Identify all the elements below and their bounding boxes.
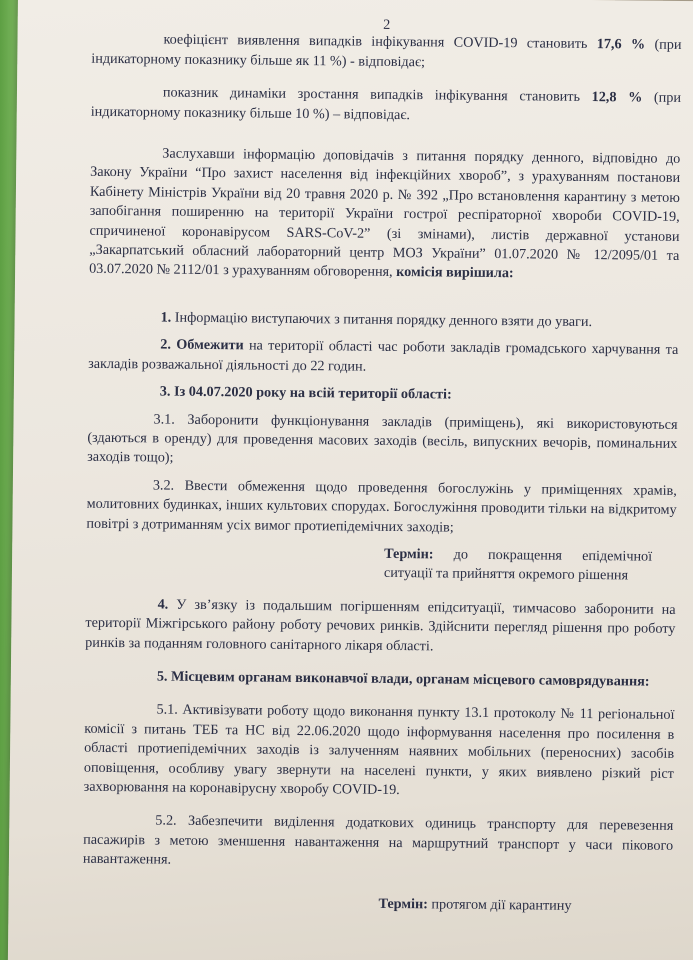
- growth-rate-value: 12,8 %: [591, 89, 643, 106]
- item-5: 5. Місцевим органам виконавчої влади, органам місцевого самоврядування:: [156, 668, 650, 690]
- item-3-1: 3.1. Заборонити функціонування закладів (приміщень), які використовуються (здаються в оренду) для проведення масових заходів (весіль, випускних вечорів, поминальних заходів тощо);: [87, 410, 678, 466]
- item-3-2: 3.2. Ввести обмеження щодо проведення богослужінь у приміщеннях храмів, молитовних будинках, інших культових спорудах. Богослужіння проводити тільки на відкритому повітрі з дотриманням усіх вимог протиепідемічних заходів;: [86, 477, 677, 536]
- item-3: 3. Із 04.07.2020 року на всій території області:: [159, 383, 452, 403]
- term-block-1: Термін: до покращення епідемічної ситуації та прийняття окремого рішення: [383, 545, 653, 584]
- item-2: 2. Обмежити на території області час роботи закладів громадського харчування та закладів розважальної діяльності до 22 годин.: [88, 336, 679, 375]
- item-5-1: 5.1. Активізувати роботу щодо виконання пункту 13.1 протоколу № 11 регіональної комісії з питань ТЕБ та НС від 22.06.2020 щодо інформування населення про посилення в області протиепідемічних заходів із залученням наявних мобільних (переносних) засобів оповіщення, особливу увагу звернути на населені пункти, у яких виявлено різкий ріст захворювання на коронавірусну хворобу COVID-19.: [83, 701, 675, 799]
- paragraph-preamble: Заслухавши інформацію доповідачів з питання порядку денного, відповідно до Закону України “Про захист населення від інфекційних хвороб”, з урахуванням постанови Кабінету Міністрів України від 20 травня 2020 р. № 392 „Про встановлення карантину з метою запобігання поширенню на території України гострої респіраторної хвороби COVID-19, спричиненої коронавірусом SARS-CoV-2” (зі змінами), листів державної установи „Закарпатський обласний лабораторний центр МОЗ України” 01.07.2020 № 12/2095/01 та 03.07.2020 № 2112/01 з урахуванням обговорення, комісія вирішила:: [89, 145, 681, 282]
- term-block-2: Термін: протягом дії карантину: [378, 895, 572, 914]
- page-number: 2: [383, 16, 391, 33]
- paragraph-detection-rate: коефіцієнт виявлення випадків інфікування COVID-19 становить 17,6 % (при індикаторному показнику більше як 11 %) - відповідає;: [91, 31, 682, 71]
- document-body: [82, 13, 681, 917]
- paragraph-growth-rate: показник динаміки зростання випадків інфікування становить 12,8 % (при індикаторному показнику більше 10 %) – відповідає.: [90, 84, 682, 123]
- item-4: 4. У зв’язку із подальшим погіршенням епідситуації, тимчасово заборонити на території Міжгірського району роботу речових ринків. Здійснити перегляд рішення про роботу ринків за поданням головного санітарного лікаря області.: [85, 596, 676, 654]
- document-page: [8, 0, 693, 960]
- item-1: 1. Інформацію виступаючих з питання порядку денного взяти до уваги.: [160, 309, 593, 330]
- item-5-2: 5.2. Забезпечити виділення додаткових одиниць транспорту для перевезення пасажирів з метою зменшення навантаження на маршрутний транспорт у часи пікового навантаження.: [82, 812, 674, 868]
- detection-rate-value: 17,6 %: [596, 36, 646, 53]
- commission-decided: комісія вирішила:: [396, 264, 514, 282]
